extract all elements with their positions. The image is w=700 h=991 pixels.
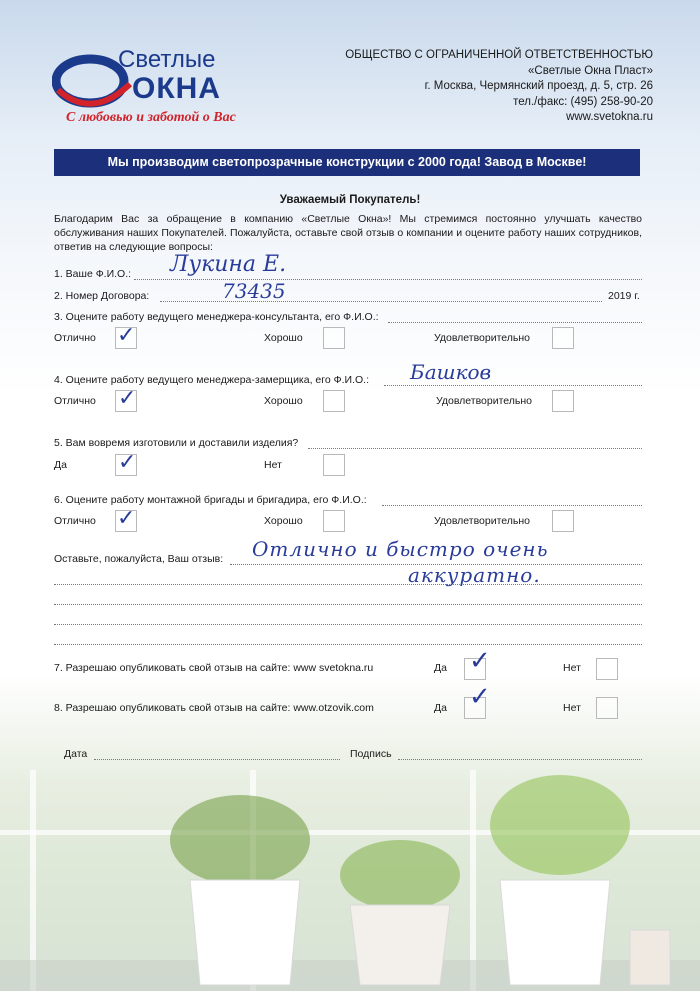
logo-slogan: С любовью и заботой о Вас <box>66 110 236 125</box>
q6-good-label: Хорошо <box>264 515 303 527</box>
intro-text: Благодарим Вас за обращение в компанию «Светлые Окна»! Мы стремимся постоянно улучшать качество обслуживания наших Покупателей. Пожалуйста, оставьте свой отзыв о компании и оцените работу наших сотрудников, ответив на следующие вопросы: <box>54 213 642 253</box>
q3-good-checkbox[interactable] <box>323 327 345 349</box>
q4-excellent-check-icon: ✓ <box>118 386 137 411</box>
review-line-3[interactable] <box>54 604 642 605</box>
review-answer-line2: аккуратно. <box>408 563 541 587</box>
company-address: г. Москва, Чермянский проезд, д. 5, стр. 26 <box>424 80 653 92</box>
q8-yes-label: Да <box>434 702 447 714</box>
q4-good-label: Хорошо <box>264 395 303 407</box>
q6-satisfactory-checkbox[interactable] <box>552 510 574 532</box>
q7-yes-check-icon: ✓ <box>469 646 491 676</box>
greeting: Уважаемый Покупатель! <box>279 194 421 206</box>
q5-line[interactable] <box>308 448 642 449</box>
q1-label: 1. Ваше Ф.И.О.: <box>54 268 132 280</box>
signature-line[interactable] <box>398 759 642 760</box>
q1-line[interactable] <box>134 279 642 280</box>
q7-no-label: Нет <box>563 662 581 674</box>
q6-label: 6. Оцените работу монтажной бригады и бригадира, его Ф.И.О.: <box>54 494 367 506</box>
q8-no-checkbox[interactable] <box>596 697 618 719</box>
q2-label: 2. Номер Договора: <box>54 290 150 302</box>
q4-excellent-label: Отлично <box>54 395 96 407</box>
plants-illustration <box>0 770 700 991</box>
q7-no-checkbox[interactable] <box>596 658 618 680</box>
q6-line[interactable] <box>382 505 642 506</box>
q3-excellent-label: Отлично <box>54 332 96 344</box>
q5-yes-check-icon: ✓ <box>118 450 137 475</box>
q2-year: 2019 г. <box>608 290 640 302</box>
q1-answer: Лукина Е. <box>170 252 287 277</box>
q5-no-label: Нет <box>264 459 282 471</box>
q6-excellent-label: Отлично <box>54 515 96 527</box>
q3-satisfactory-label: Удовлетворительно <box>434 332 531 344</box>
company-site: www.svetokna.ru <box>566 111 653 123</box>
banner-text: Мы производим светопрозрачные конструкции с 2000 года! Завод в Москве! <box>107 155 587 169</box>
q5-label: 5. Вам вовремя изготовили и доставили изделия? <box>54 437 299 449</box>
q4-label: 4. Оцените работу ведущего менеджера-замерщика, его Ф.И.О.: <box>54 374 369 386</box>
q2-answer: 73435 <box>222 279 286 303</box>
q7-label: 7. Разрешаю опубликовать свой отзыв на сайте: www svetokna.ru <box>54 662 374 674</box>
q3-line[interactable] <box>388 322 642 323</box>
q4-line[interactable] <box>384 385 642 386</box>
q7-yes-label: Да <box>434 662 447 674</box>
date-label: Дата <box>64 748 88 760</box>
signature-label: Подпись <box>350 748 392 760</box>
q4-satisfactory-label: Удовлетворительно <box>436 395 533 407</box>
logo-line1: Светлые <box>118 46 216 73</box>
company-info <box>345 48 653 126</box>
q4-satisfactory-checkbox[interactable] <box>552 390 574 412</box>
review-label: Оставьте, пожалуйста, Ваш отзыв: <box>54 553 224 565</box>
review-line-5[interactable] <box>54 644 642 645</box>
q5-no-checkbox[interactable] <box>323 454 345 476</box>
q3-label: 3. Оцените работу ведущего менеджера-консультанта, его Ф.И.О.: <box>54 311 379 323</box>
logo-line2: ОКНА <box>132 72 221 105</box>
q6-satisfactory-label: Удовлетворительно <box>434 515 531 527</box>
q8-no-label: Нет <box>563 702 581 714</box>
q3-excellent-check-icon: ✓ <box>117 323 136 348</box>
company-short: «Светлые Окна Пласт» <box>528 64 653 77</box>
q5-yes-label: Да <box>54 459 67 471</box>
review-answer-line1: Отлично и быстро очень <box>252 537 549 561</box>
q3-good-label: Хорошо <box>264 332 303 344</box>
q6-excellent-check-icon: ✓ <box>117 506 136 531</box>
company-name: ОБЩЕСТВО С ОГРАНИЧЕННОЙ ОТВЕТСТВЕННОСТЬЮ <box>345 49 653 61</box>
review-line-2[interactable] <box>54 584 642 585</box>
q8-label: 8. Разрешаю опубликовать свой отзыв на сайте: www.otzovik.com <box>54 702 374 714</box>
q6-good-checkbox[interactable] <box>323 510 345 532</box>
logo <box>52 44 262 114</box>
q8-yes-check-icon: ✓ <box>469 682 491 712</box>
q3-satisfactory-checkbox[interactable] <box>552 327 574 349</box>
company-phone: тел./факс: (495) 258-90-20 <box>513 95 653 108</box>
q4-answer: Башков <box>410 360 492 384</box>
q4-good-checkbox[interactable] <box>323 390 345 412</box>
date-line[interactable] <box>94 759 340 760</box>
banner <box>54 149 640 176</box>
review-line-4[interactable] <box>54 624 642 625</box>
